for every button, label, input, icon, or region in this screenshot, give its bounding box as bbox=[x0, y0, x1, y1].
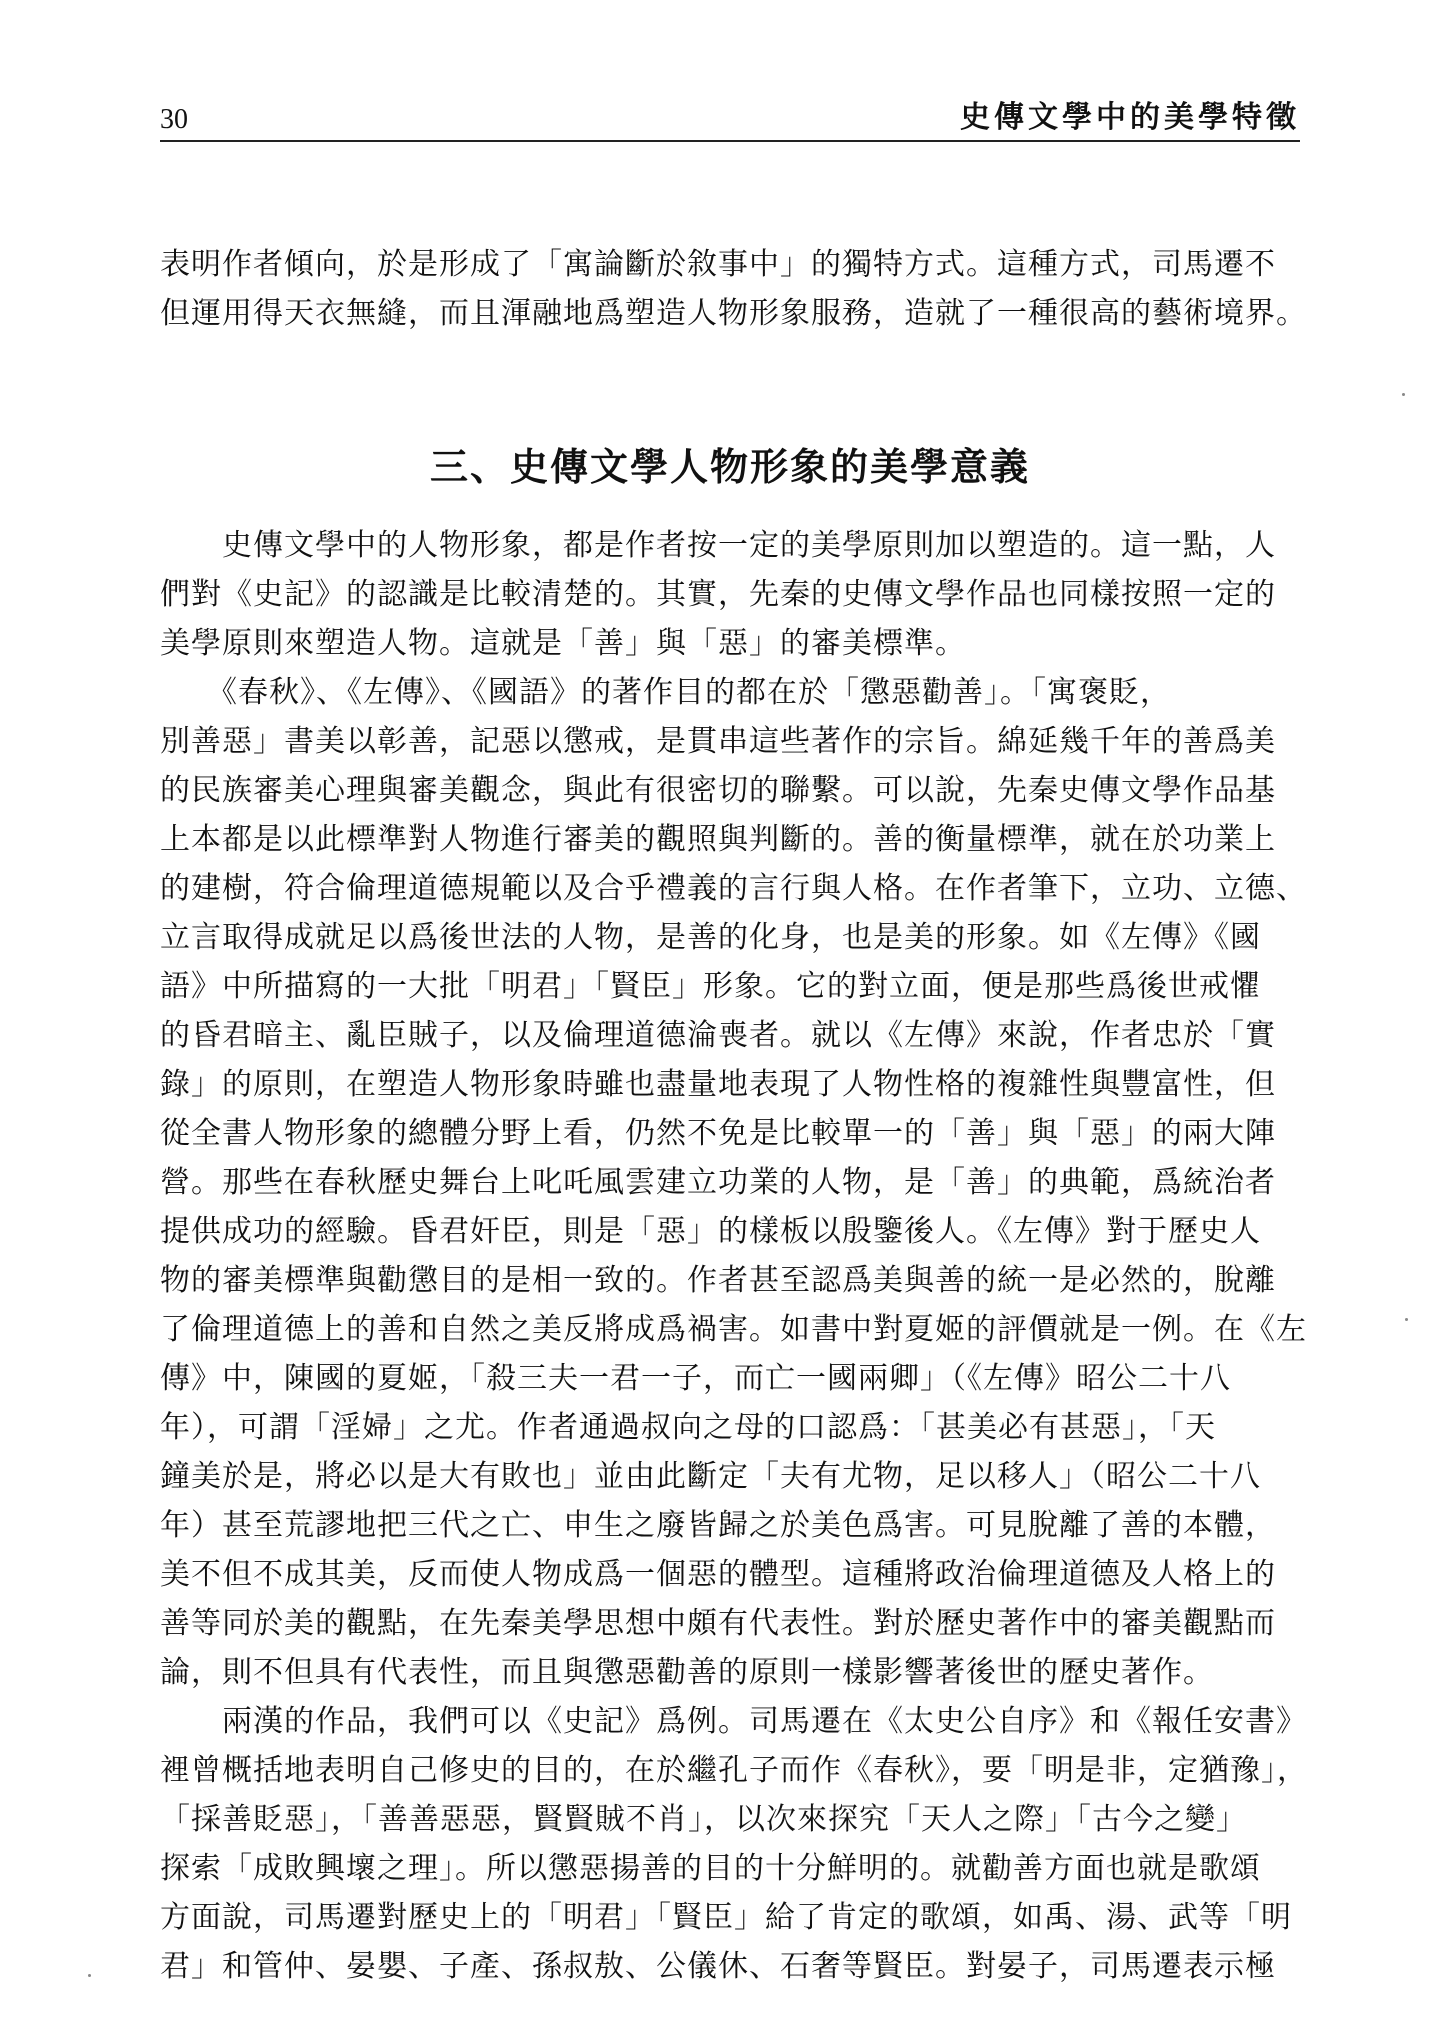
text-line: 營。那些在春秋歷史舞台上叱吒風雲建立功業的人物，是「善」的典範，爲統治者 bbox=[160, 1165, 1276, 1200]
text-line: 物的審美標準與勸懲目的是相一致的。作者甚至認爲美與善的統一是必然的，脫離 bbox=[160, 1263, 1276, 1298]
text-line: 年），可謂「淫婦」之尤。作者通過叔向之母的口認爲：「甚美必有甚惡」，「天 bbox=[160, 1410, 1216, 1445]
text-line: 們對《史記》的認識是比較清楚的。其實，先秦的史傳文學作品也同樣按照一定的 bbox=[160, 577, 1276, 612]
text-line: 從全書人物形象的總體分野上看，仍然不免是比較單一的「善」與「惡」的兩大陣 bbox=[160, 1116, 1276, 1151]
intro-paragraph bbox=[160, 240, 1307, 338]
text-line: 史傳文學中的人物形象，都是作者按一定的美學原則加以塑造的。這一點，人 bbox=[160, 528, 1276, 563]
text-line: 鐘美於是，將必以是大有敗也」並由此斷定「夫有尤物，足以移人」（昭公二十八 bbox=[160, 1459, 1261, 1494]
text-line: 年）甚至荒謬地把三代之亡、申生之廢皆歸之於美色爲害。可見脫離了善的本體， bbox=[160, 1508, 1276, 1543]
text-line: 裡曾概括地表明自己修史的目的，在於繼孔子而作《春秋》，要「明是非，定猶豫」， bbox=[160, 1753, 1308, 1788]
text-line: 善等同於美的觀點，在先秦美學思想中頗有代表性。對於歷史著作中的審美觀點而 bbox=[160, 1606, 1276, 1641]
text-line: 語》中所描寫的一大批「明君」「賢臣」形象。它的對立面，便是那些爲後世戒懼 bbox=[160, 969, 1261, 1004]
scan-speck bbox=[88, 1974, 91, 1977]
body-text bbox=[160, 522, 1308, 1992]
text-line: 美不但不成其美，反而使人物成爲一個惡的體型。這種將政治倫理道德及人格上的 bbox=[160, 1557, 1276, 1592]
text-line: 《春秋》、《左傳》、《國語》的著作目的都在於「懲惡勸善」。「寓褒貶， bbox=[160, 675, 1171, 710]
section-title: 三、史傳文學人物形象的美學意義 bbox=[429, 445, 1030, 489]
text-line: 君」和管仲、晏嬰、子產、孫叔敖、公儀休、石奢等賢臣。對晏子，司馬遷表示極 bbox=[160, 1949, 1276, 1984]
text-line: 的昏君暗主、亂臣賊子，以及倫理道德淪喪者。就以《左傳》來說，作者忠於「實 bbox=[160, 1018, 1276, 1053]
text-line: 立言取得成就足以爲後世法的人物，是善的化身，也是美的形象。如《左傳》《國 bbox=[160, 920, 1261, 955]
text-line: 表明作者傾向，於是形成了「寓論斷於敘事中」的獨特方式。這種方式，司馬遷不 bbox=[160, 247, 1276, 282]
text-line: 方面說，司馬遷對歷史上的「明君」「賢臣」給了肯定的歌頌，如禹、湯、武等「明 bbox=[160, 1900, 1292, 1935]
scan-speck bbox=[1402, 393, 1405, 396]
text-line: 別善惡」書美以彰善，記惡以懲戒，是貫串這些著作的宗旨。綿延幾千年的善爲美 bbox=[160, 724, 1276, 759]
text-line: 論，則不但具有代表性，而且與懲惡勸善的原則一樣影響著後世的歷史著作。 bbox=[160, 1655, 1214, 1690]
text-line: 傳》中，陳國的夏姬，「殺三夫一君一子，而亡一國兩卿」（《左傳》昭公二十八 bbox=[160, 1361, 1231, 1396]
text-line: 「採善貶惡」，「善善惡惡，賢賢賊不肖」，以次來探究「天人之際」「古今之變」 bbox=[160, 1802, 1247, 1837]
text-line: 的建樹，符合倫理道德規範以及合乎禮義的言行與人格。在作者筆下，立功、立德、 bbox=[160, 871, 1307, 906]
text-line: 但運用得天衣無縫，而且渾融地爲塑造人物形象服務，造就了一種很高的藝術境界。 bbox=[160, 296, 1307, 331]
text-line: 提供成功的經驗。昏君奸臣，則是「惡」的樣板以殷鑒後人。《左傳》對于歷史人 bbox=[160, 1214, 1261, 1249]
page-header bbox=[160, 96, 1300, 142]
running-title: 史傳文學中的美學特徵 bbox=[960, 100, 1300, 135]
text-line: 錄」的原則，在塑造人物形象時雖也盡量地表現了人物性格的複雜性與豐富性，但 bbox=[160, 1067, 1276, 1102]
scan-speck bbox=[1405, 1318, 1408, 1321]
text-line: 了倫理道德上的善和自然之美反將成爲禍害。如書中對夏姬的評價就是一例。在《左 bbox=[160, 1312, 1307, 1347]
text-line: 的民族審美心理與審美觀念，與此有很密切的聯繫。可以說，先秦史傳文學作品基 bbox=[160, 773, 1276, 808]
text-line: 上本都是以此標準對人物進行審美的觀照與判斷的。善的衡量標準，就在於功業上 bbox=[160, 822, 1276, 857]
text-line: 兩漢的作品，我們可以《史記》爲例。司馬遷在《太史公自序》和《報任安書》 bbox=[160, 1704, 1307, 1739]
text-line: 探索「成敗興壞之理」。所以懲惡揚善的目的十分鮮明的。就勸善方面也就是歌頌 bbox=[160, 1851, 1261, 1886]
page-number: 30 bbox=[160, 104, 188, 135]
text-line: 美學原則來塑造人物。這就是「善」與「惡」的審美標準。 bbox=[160, 626, 966, 661]
